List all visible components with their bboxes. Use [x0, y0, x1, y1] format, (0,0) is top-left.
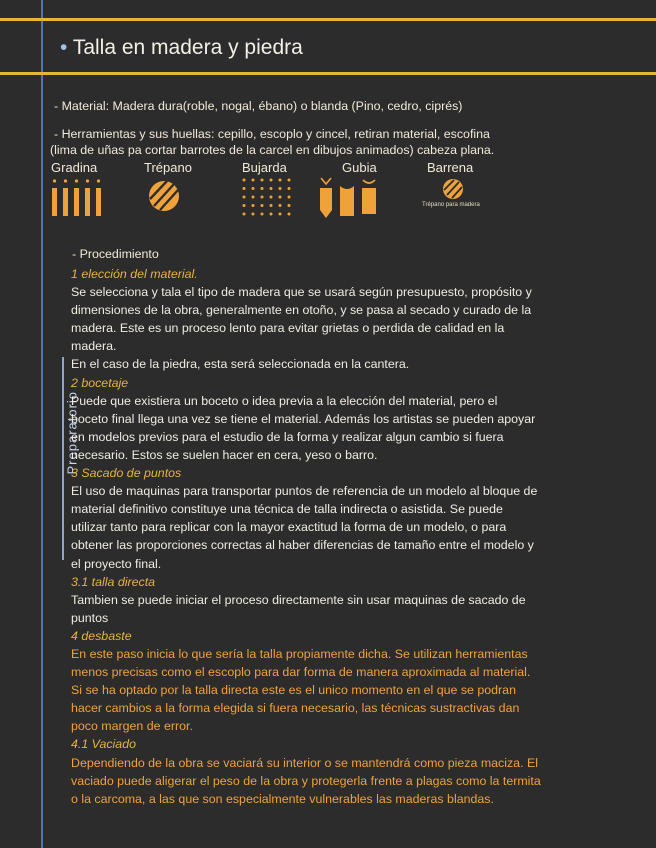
left-margin-line — [41, 0, 43, 848]
step-4-1-line: vaciado puede aligerar el peso de la obra y protegerla frente a plagas como la termita — [71, 773, 541, 788]
step-1-line: Se selecciona y tala el tipo de madera que se usará según presupuesto, propósito y — [71, 285, 532, 300]
step-3-1-heading: 3.1 talla directa — [71, 574, 156, 589]
tool-label-bujarda: Bujarda — [242, 160, 287, 175]
trepano-caption: Trépano para madera — [422, 202, 480, 208]
herramientas-line-2: (lima de uñas pa cortar barrotes de la carcel en dibujos animados) cabeza plana. — [50, 143, 495, 157]
procedure-content — [71, 265, 616, 808]
step-4-line: menos precisas como el escoplo para dar forma de manera aproximada al material. — [71, 665, 531, 680]
step-2-line: en modelos previos para el estudio de la forma y realizar algun cambio si fuera — [71, 429, 504, 444]
title-rule — [0, 72, 656, 75]
step-4-1-line: Dependiendo de la obra se vaciará su interior o se mantendrá como pieza maciza. El — [71, 755, 538, 770]
tool-label-gubia: Gubia — [342, 160, 377, 175]
step-3-heading: 3 Sacado de puntos — [71, 466, 182, 481]
tool-label-barrena: Barrena — [427, 160, 474, 175]
side-label: Preparatorio — [64, 390, 80, 475]
step-4-heading: 4 desbaste — [71, 628, 132, 643]
step-2-line: Puede que existiera un boceto o idea previa a la elección del material, pero el — [71, 393, 498, 408]
step-1-line: En el caso de la piedra, esta será seleccionada en la cantera. — [71, 357, 410, 372]
step-2-line: necesario. Estos se suelen hacer en cera, yeso o barro. — [71, 447, 378, 462]
material-line: - Material: Madera dura(roble, nogal, ébano) o blanda (Pino, cedro, ciprés) — [54, 99, 463, 113]
step-4-line: poco margen de error. — [71, 719, 193, 734]
bujarda-icon — [240, 176, 296, 218]
step-3-line: material definitivo constituye una técnica de talla indirecta o asistida. Se puede — [71, 502, 503, 517]
step-4-1-line: o la carcoma, a las que son especialmente vulnerables las maderas blandas. — [71, 791, 494, 806]
tool-label-trepano: Trépano — [144, 160, 192, 175]
herramientas-line-1: - Herramientas y sus huellas: cepillo, escoplo y cincel, retiran material, escofina — [54, 127, 490, 141]
procedimiento-heading: - Procedimiento — [72, 247, 159, 261]
top-rule — [0, 18, 656, 21]
step-3-line: utilizar tanto para replicar con la mayor exactitud la forma de un modelo, o para — [71, 520, 507, 535]
step-1-line: madera. Este es un proceso lento para evitar grietas o perdida de calidad en la — [71, 321, 505, 336]
page-title: • Talla en madera y piedra — [60, 36, 303, 59]
step-3-1-line: puntos — [71, 610, 109, 625]
step-4-line: hacer cambios a la forma elegida si fuera necesario, las técnicas sustractivas dan — [71, 701, 520, 716]
step-3-line: el proyecto final. — [71, 556, 162, 571]
gradina-icon — [50, 176, 106, 218]
tool-label-gradina: Gradina — [51, 160, 98, 175]
gubia-icon — [316, 176, 380, 222]
barrena-icon — [442, 178, 466, 202]
step-3-line: obtener las proporciones correctas al haber diferencias de tamaño entre el modelo y — [71, 538, 534, 553]
trepano-icon — [146, 176, 186, 216]
step-3-1-line: Tambien se puede iniciar el proceso directamente sin usar maquinas de sacado de — [71, 592, 526, 607]
step-4-line: Si se ha optado por la talla directa este es el unico momento en el que se podran — [71, 683, 516, 698]
step-1-line: dimensiones de la obra, generalmente en otoño, y se pasa al secado y curado de la — [71, 303, 532, 318]
step-4-line: En este paso inicia lo que sería la talla propiamente dicha. Se utilizan herramientas — [71, 646, 528, 661]
step-4-1-heading: 4.1 Vaciado — [71, 737, 136, 752]
step-2-line: boceto final llega una vez se tiene el material. Además los artistas se pueden apoyar — [71, 411, 536, 426]
step-1-line: madera. — [71, 339, 117, 354]
step-1-heading: 1 elección del material. — [71, 267, 198, 281]
step-3-line: El uso de maquinas para transportar puntos de referencia de un modelo al bloque de — [71, 484, 538, 499]
step-2-heading: 2 bocetaje — [71, 375, 129, 390]
